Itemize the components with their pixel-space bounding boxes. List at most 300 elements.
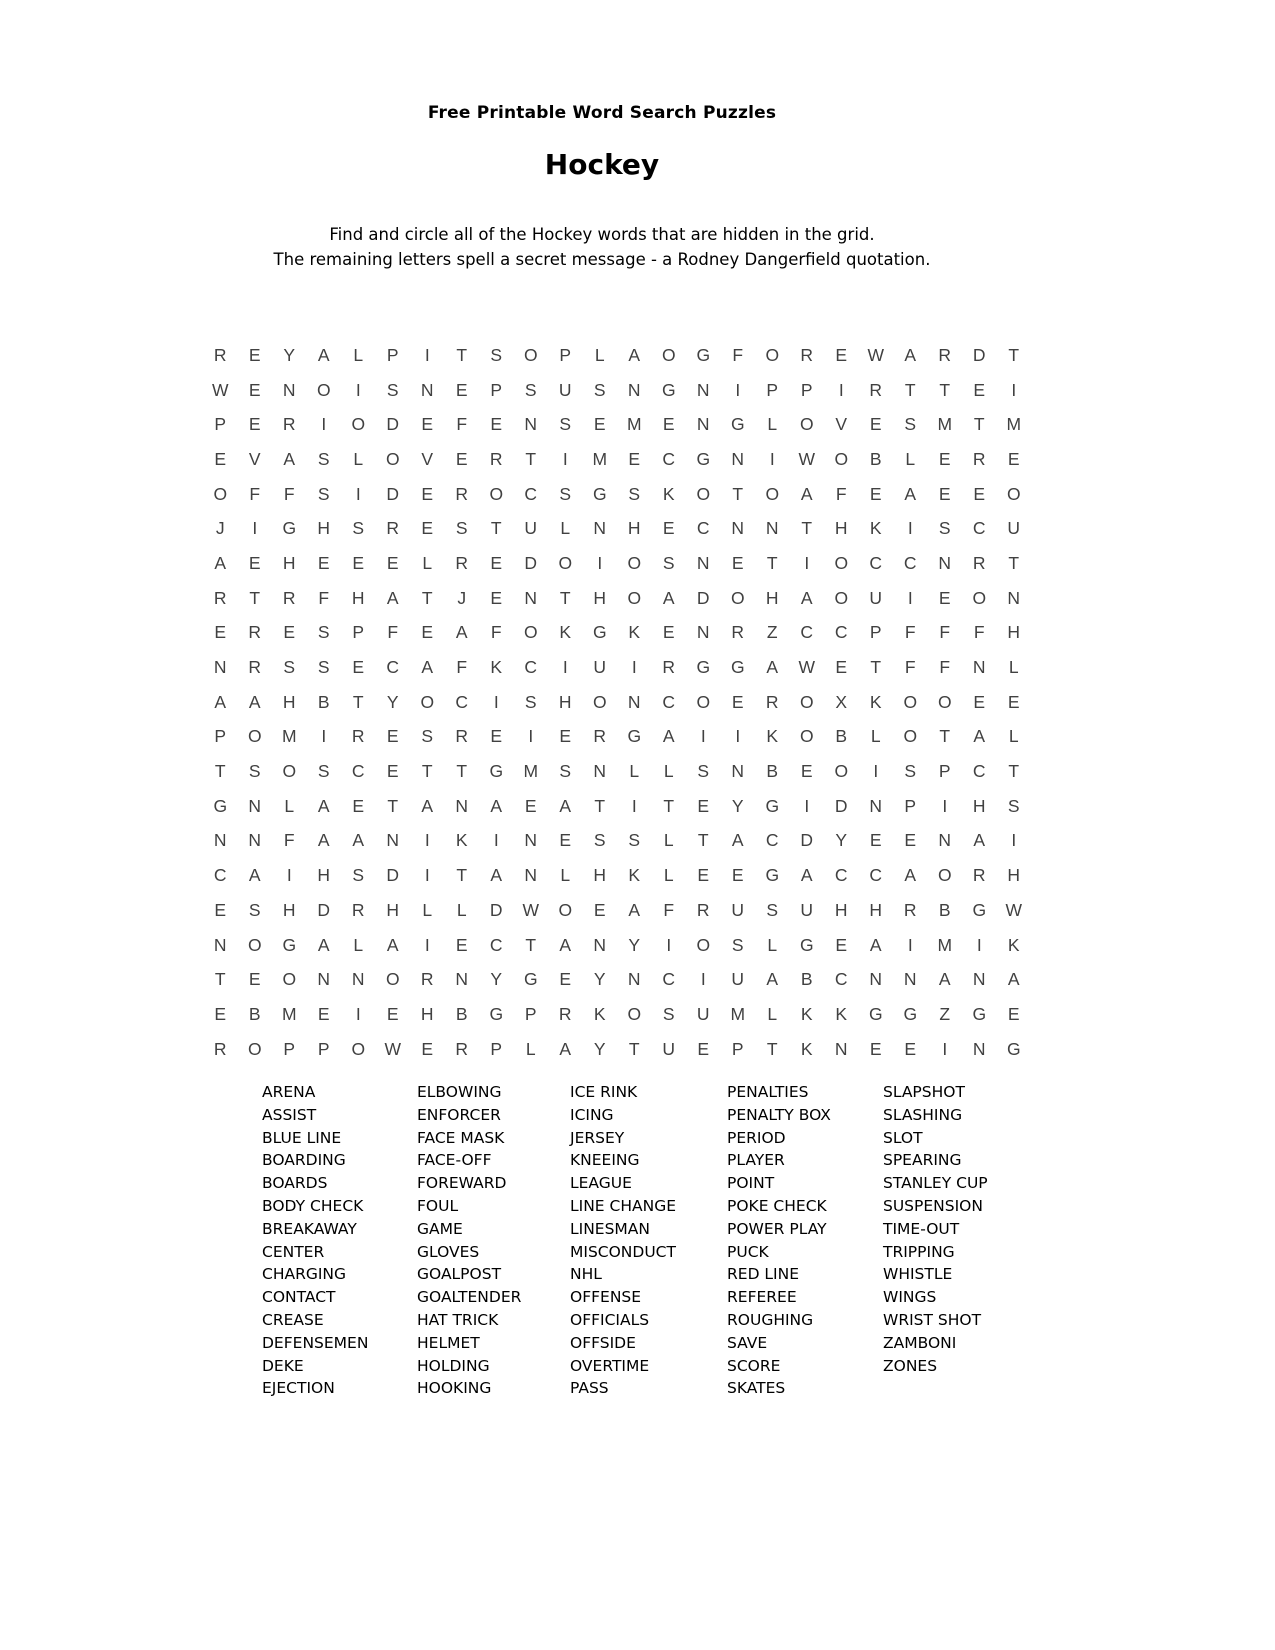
grid-cell: I — [493, 691, 499, 712]
grid-cell: O — [765, 344, 780, 365]
grid-cell: B — [869, 448, 882, 469]
grid-cell: E — [248, 344, 261, 365]
grid-cell: A — [800, 865, 813, 886]
site-title: Free Printable Word Search Puzzles — [427, 103, 777, 123]
grid-cell: O — [213, 483, 228, 504]
word-item: LINESMAN — [570, 1219, 651, 1238]
grid-cell: E — [973, 379, 986, 400]
grid-cell: L — [663, 830, 674, 851]
grid-cell: O — [799, 691, 814, 712]
grid-cell: E — [421, 518, 434, 539]
grid-cell: G — [799, 934, 814, 955]
grid-cell: R — [455, 552, 469, 573]
grid-cell: E — [697, 795, 710, 816]
grid-cell: I — [355, 379, 361, 400]
grid-cell: D — [386, 865, 400, 886]
grid-cell: C — [903, 552, 917, 573]
grid-cell: E — [421, 414, 434, 435]
grid-cell: I — [735, 379, 741, 400]
grid-cell: I — [424, 830, 430, 851]
grid-cell: O — [903, 691, 918, 712]
word-item: SLASHING — [883, 1105, 963, 1124]
word-item: OFFSIDE — [570, 1333, 636, 1352]
grid-cell: T — [766, 1038, 778, 1059]
word-item: FACE-OFF — [417, 1151, 492, 1170]
grid-cell: E — [938, 448, 951, 469]
grid-cell: N — [524, 865, 538, 886]
grid-cell: P — [317, 1038, 330, 1059]
grid-cell: A — [766, 969, 779, 990]
grid-cell: N — [282, 379, 296, 400]
grid-cell: C — [524, 657, 538, 678]
word-item: POKE CHECK — [727, 1196, 827, 1215]
grid-cell: G — [730, 657, 745, 678]
grid-cell: L — [353, 448, 364, 469]
grid-cell: N — [972, 969, 986, 990]
grid-cell: L — [560, 865, 571, 886]
grid-cell: O — [627, 552, 642, 573]
grid-cell: S — [559, 483, 572, 504]
grid-cell: E — [697, 1038, 710, 1059]
grid-cell: A — [973, 830, 986, 851]
grid-cell: G — [972, 899, 987, 920]
grid-cell: K — [593, 1003, 606, 1024]
grid-cell: H — [351, 587, 365, 608]
word-item: FACE MASK — [417, 1128, 505, 1147]
grid-cell: A — [800, 587, 813, 608]
grid-cell: B — [835, 726, 848, 747]
grid-cell: P — [386, 344, 399, 365]
grid-cell: E — [904, 830, 917, 851]
grid-cell: H — [1007, 622, 1021, 643]
grid-cell: E — [524, 795, 537, 816]
grid-cell: S — [938, 518, 951, 539]
grid-cell: I — [804, 552, 810, 573]
grid-cell: N — [455, 969, 469, 990]
grid-cell: U — [731, 969, 745, 990]
grid-cell: A — [973, 726, 986, 747]
word-item: OFFENSE — [570, 1288, 642, 1307]
grid-cell: R — [972, 865, 986, 886]
instructions — [0, 222, 1204, 272]
grid-cell: H — [834, 518, 848, 539]
grid-cell: E — [386, 1003, 399, 1024]
word-item: PASS — [570, 1379, 609, 1398]
grid-cell: P — [766, 379, 779, 400]
grid-cell: H — [1007, 865, 1021, 886]
grid-cell: E — [835, 657, 848, 678]
grid-cell: S — [317, 761, 330, 782]
grid-cell: R — [455, 726, 469, 747]
grid-cell: R — [248, 657, 262, 678]
grid-cell: M — [937, 934, 953, 955]
grid-cell: N — [524, 414, 538, 435]
grid-cell: A — [455, 622, 468, 643]
grid-cell: G — [592, 483, 607, 504]
word-list — [262, 1081, 1013, 1400]
word-item: POINT — [727, 1174, 775, 1193]
grid-cell: D — [489, 899, 503, 920]
grid-cell: S — [662, 552, 675, 573]
grid-cell: I — [286, 865, 292, 886]
word-item: TRIPPING — [883, 1242, 955, 1261]
grid-cell: E — [386, 761, 399, 782]
grid-cell: S — [386, 379, 399, 400]
grid-cell: I — [976, 934, 982, 955]
grid-cell: L — [767, 1003, 778, 1024]
grid-cell: E — [421, 622, 434, 643]
grid-cell: P — [524, 1003, 537, 1024]
grid-cell: S — [490, 344, 503, 365]
grid-cell: H — [593, 865, 607, 886]
grid-cell: P — [283, 1038, 296, 1059]
grid-cell: Y — [835, 830, 848, 851]
grid-cell: E — [386, 726, 399, 747]
grid-cell: N — [593, 761, 607, 782]
grid-cell: G — [627, 726, 642, 747]
grid-cell: K — [628, 865, 641, 886]
grid-cell: I — [355, 483, 361, 504]
grid-cell: H — [282, 691, 296, 712]
grid-cell: E — [352, 657, 365, 678]
grid-cell: G — [1006, 1038, 1021, 1059]
grid-cell: N — [524, 830, 538, 851]
grid-cell: E — [490, 726, 503, 747]
grid-cell: K — [800, 1003, 813, 1024]
grid-cell: S — [524, 379, 537, 400]
word-item: KNEEING — [570, 1151, 640, 1170]
word-item: REFEREE — [727, 1288, 797, 1307]
grid-cell: N — [972, 1038, 986, 1059]
word-item: ICING — [570, 1105, 614, 1124]
grid-cell: E — [869, 1038, 882, 1059]
puzzle-title: Hockey — [544, 148, 660, 181]
grid-cell: S — [766, 899, 779, 920]
grid-cell: F — [939, 657, 951, 678]
grid-cell: A — [628, 344, 641, 365]
word-item: SLAPSHOT — [883, 1083, 965, 1101]
grid-cell: I — [700, 726, 706, 747]
grid-cell: E — [559, 969, 572, 990]
grid-cell: L — [560, 518, 571, 539]
grid-cell: F — [904, 657, 916, 678]
grid-cell: S — [593, 379, 606, 400]
grid-cell: P — [352, 622, 365, 643]
grid-cell: N — [627, 379, 641, 400]
grid-cell: E — [938, 483, 951, 504]
grid-cell: R — [731, 622, 745, 643]
grid-cell: H — [386, 899, 400, 920]
grid-cell: C — [800, 622, 814, 643]
grid-cell: A — [317, 830, 330, 851]
grid-cell: A — [214, 691, 227, 712]
grid-cell: S — [317, 622, 330, 643]
grid-cell: F — [387, 622, 399, 643]
grid-cell: P — [904, 795, 917, 816]
word-item: ENFORCER — [417, 1105, 501, 1124]
word-item: BREAKAWAY — [262, 1219, 357, 1238]
word-item: GAME — [417, 1219, 463, 1238]
grid-cell: A — [662, 587, 675, 608]
grid-cell: G — [282, 934, 297, 955]
word-item: CENTER — [262, 1242, 325, 1261]
grid-cell: S — [283, 657, 296, 678]
grid-cell: N — [213, 934, 227, 955]
grid-cell: S — [248, 899, 261, 920]
grid-cell: G — [661, 379, 676, 400]
grid-cell: H — [420, 1003, 434, 1024]
grid-cell: A — [800, 483, 813, 504]
grid-cell: R — [800, 344, 814, 365]
grid-cell: B — [800, 969, 813, 990]
word-item: DEKE — [262, 1356, 304, 1375]
word-item: NHL — [570, 1265, 602, 1284]
grid-cell: R — [213, 1038, 227, 1059]
grid-cell: B — [455, 1003, 468, 1024]
grid-cell: H — [627, 518, 641, 539]
grid-cell: S — [904, 414, 917, 435]
grid-cell: A — [386, 934, 399, 955]
grid-cell: S — [559, 414, 572, 435]
word-item: FOREWARD — [417, 1174, 507, 1193]
word-item: DEFENSEMEN — [262, 1333, 369, 1352]
grid-cell: T — [525, 448, 537, 469]
grid-cell: O — [799, 414, 814, 435]
grid-cell: N — [731, 518, 745, 539]
grid-cell: S — [628, 830, 641, 851]
grid-cell: N — [317, 969, 331, 990]
grid-cell: U — [696, 1003, 710, 1024]
grid-cell: L — [767, 414, 778, 435]
grid-cell: H — [282, 552, 296, 573]
grid-cell: N — [938, 830, 952, 851]
grid-cell: A — [904, 344, 917, 365]
grid-cell: R — [662, 657, 676, 678]
grid-cell: D — [834, 795, 848, 816]
grid-cell: P — [938, 761, 951, 782]
grid-cell: G — [489, 761, 504, 782]
grid-cell: R — [213, 344, 227, 365]
grid-cell: E — [662, 622, 675, 643]
grid-cell: F — [973, 622, 985, 643]
grid-cell: U — [558, 379, 572, 400]
grid-cell: I — [493, 830, 499, 851]
grid-cell: D — [972, 344, 986, 365]
grid-cell: N — [351, 969, 365, 990]
grid-cell: E — [800, 761, 813, 782]
grid-cell: M — [937, 414, 953, 435]
grid-cell: A — [731, 830, 744, 851]
grid-cell: E — [559, 726, 572, 747]
grid-cell: P — [490, 379, 503, 400]
grid-cell: Z — [939, 1003, 951, 1024]
grid-cell: S — [455, 518, 468, 539]
grid-cell: D — [524, 552, 538, 573]
grid-cell: T — [387, 795, 399, 816]
grid-cell: C — [662, 969, 676, 990]
word-list-column — [727, 1081, 883, 1400]
word-item: ARENA — [262, 1083, 316, 1101]
grid-cell: I — [804, 795, 810, 816]
grid-cell: E — [455, 448, 468, 469]
grid-cell: I — [907, 518, 913, 539]
grid-cell: A — [559, 795, 572, 816]
grid-cell: D — [800, 830, 814, 851]
grid-cell: O — [385, 448, 400, 469]
grid-cell: M — [592, 448, 608, 469]
grid-cell: Y — [386, 691, 399, 712]
grid-cell: E — [662, 518, 675, 539]
grid-cell: E — [869, 483, 882, 504]
grid-cell: I — [1011, 830, 1017, 851]
grid-cell: S — [352, 518, 365, 539]
grid-cell: R — [972, 552, 986, 573]
grid-cell: I — [424, 865, 430, 886]
grid-cell: H — [834, 899, 848, 920]
grid-cell: I — [562, 657, 568, 678]
grid-cell: A — [317, 344, 330, 365]
word-item: HELMET — [417, 1333, 480, 1352]
grid-cell: S — [317, 448, 330, 469]
grid-cell: C — [834, 865, 848, 886]
grid-cell: P — [800, 379, 813, 400]
grid-cell: I — [1011, 379, 1017, 400]
grid-cell: E — [490, 414, 503, 435]
grid-cell: T — [421, 761, 433, 782]
grid-cell: R — [558, 1003, 572, 1024]
grid-cell: T — [939, 379, 951, 400]
grid-cell: A — [214, 552, 227, 573]
word-item: GOALPOST — [417, 1265, 502, 1284]
word-item: PENALTIES — [727, 1083, 809, 1101]
grid-cell: G — [213, 795, 228, 816]
grid-cell: I — [562, 448, 568, 469]
grid-cell: G — [696, 344, 711, 365]
grid-cell: I — [873, 761, 879, 782]
grid-cell: S — [697, 761, 710, 782]
grid-cell: O — [1006, 483, 1021, 504]
grid-cell: R — [903, 899, 917, 920]
grid-cell: G — [592, 622, 607, 643]
word-item: BOARDING — [262, 1151, 346, 1170]
grid-cell: L — [629, 761, 640, 782]
grid-cell: N — [731, 761, 745, 782]
grid-cell: M — [281, 726, 297, 747]
grid-cell: D — [317, 899, 331, 920]
grid-cell: L — [767, 934, 778, 955]
grid-cell: T — [490, 518, 502, 539]
grid-cell: I — [424, 934, 430, 955]
grid-cell: S — [421, 726, 434, 747]
grid-cell: J — [457, 587, 467, 608]
word-item: SPEARING — [883, 1151, 962, 1170]
grid-cell: O — [696, 934, 711, 955]
grid-cell: O — [592, 691, 607, 712]
grid-cell: N — [593, 518, 607, 539]
grid-cell: T — [456, 865, 468, 886]
grid-cell: F — [456, 657, 468, 678]
grid-cell: E — [352, 795, 365, 816]
grid-cell: C — [213, 865, 227, 886]
grid-cell: K — [869, 691, 882, 712]
grid-cell: P — [214, 414, 227, 435]
word-item: PUCK — [727, 1242, 769, 1261]
grid-cell: A — [559, 934, 572, 955]
grid-cell: E — [248, 379, 261, 400]
grid-cell: C — [489, 934, 503, 955]
grid-cell: S — [248, 761, 261, 782]
word-item: POWER PLAY — [727, 1219, 827, 1238]
grid-cell: T — [249, 587, 261, 608]
grid-cell: T — [904, 379, 916, 400]
grid-cell: E — [869, 414, 882, 435]
word-item: HAT TRICK — [417, 1310, 499, 1329]
grid-cell: R — [351, 726, 365, 747]
grid-cell: U — [662, 1038, 676, 1059]
grid-cell: H — [593, 587, 607, 608]
word-item: WRIST SHOT — [883, 1310, 982, 1329]
grid-cell: C — [834, 622, 848, 643]
grid-cell: E — [593, 414, 606, 435]
grid-cell: O — [523, 344, 538, 365]
grid-cell: O — [523, 622, 538, 643]
grid-cell: N — [903, 969, 917, 990]
grid-cell: R — [455, 1038, 469, 1059]
grid-cell: E — [973, 483, 986, 504]
grid-cell: A — [628, 899, 641, 920]
grid-cell: E — [455, 379, 468, 400]
grid-cell: A — [559, 1038, 572, 1059]
grid-cell: L — [525, 1038, 536, 1059]
grid-cell: P — [490, 1038, 503, 1059]
grid-cell: U — [800, 899, 814, 920]
grid-cell: K — [490, 657, 503, 678]
grid-cell: K — [662, 483, 675, 504]
grid-cell: E — [214, 448, 227, 469]
word-item: ICE RINK — [570, 1083, 638, 1101]
grid-cell: R — [386, 518, 400, 539]
grid-cell: H — [317, 865, 331, 886]
grid-cell: N — [248, 830, 262, 851]
grid-cell: K — [628, 622, 641, 643]
grid-cell: T — [594, 795, 606, 816]
grid-cell: C — [834, 969, 848, 990]
grid-cell: R — [213, 587, 227, 608]
word-item: HOLDING — [417, 1356, 490, 1375]
grid-cell: E — [386, 552, 399, 573]
grid-cell: E — [1007, 1003, 1020, 1024]
grid-cell: I — [528, 726, 534, 747]
grid-cell: A — [1007, 969, 1020, 990]
grid-cell: R — [282, 587, 296, 608]
grid-cell: R — [869, 379, 883, 400]
word-item: GLOVES — [417, 1242, 480, 1261]
grid-cell: C — [765, 830, 779, 851]
grid-cell: T — [801, 518, 813, 539]
grid-cell: O — [282, 761, 297, 782]
word-item: CHARGING — [262, 1265, 347, 1284]
grid-cell: E — [628, 448, 641, 469]
grid-cell: N — [420, 379, 434, 400]
grid-cell: E — [490, 552, 503, 573]
grid-cell: B — [317, 691, 330, 712]
word-item: SAVE — [727, 1333, 768, 1352]
grid-cell: O — [282, 969, 297, 990]
grid-cell: L — [422, 899, 433, 920]
grid-cell: H — [972, 795, 986, 816]
grid-cell: I — [321, 726, 327, 747]
grid-cell: G — [730, 414, 745, 435]
